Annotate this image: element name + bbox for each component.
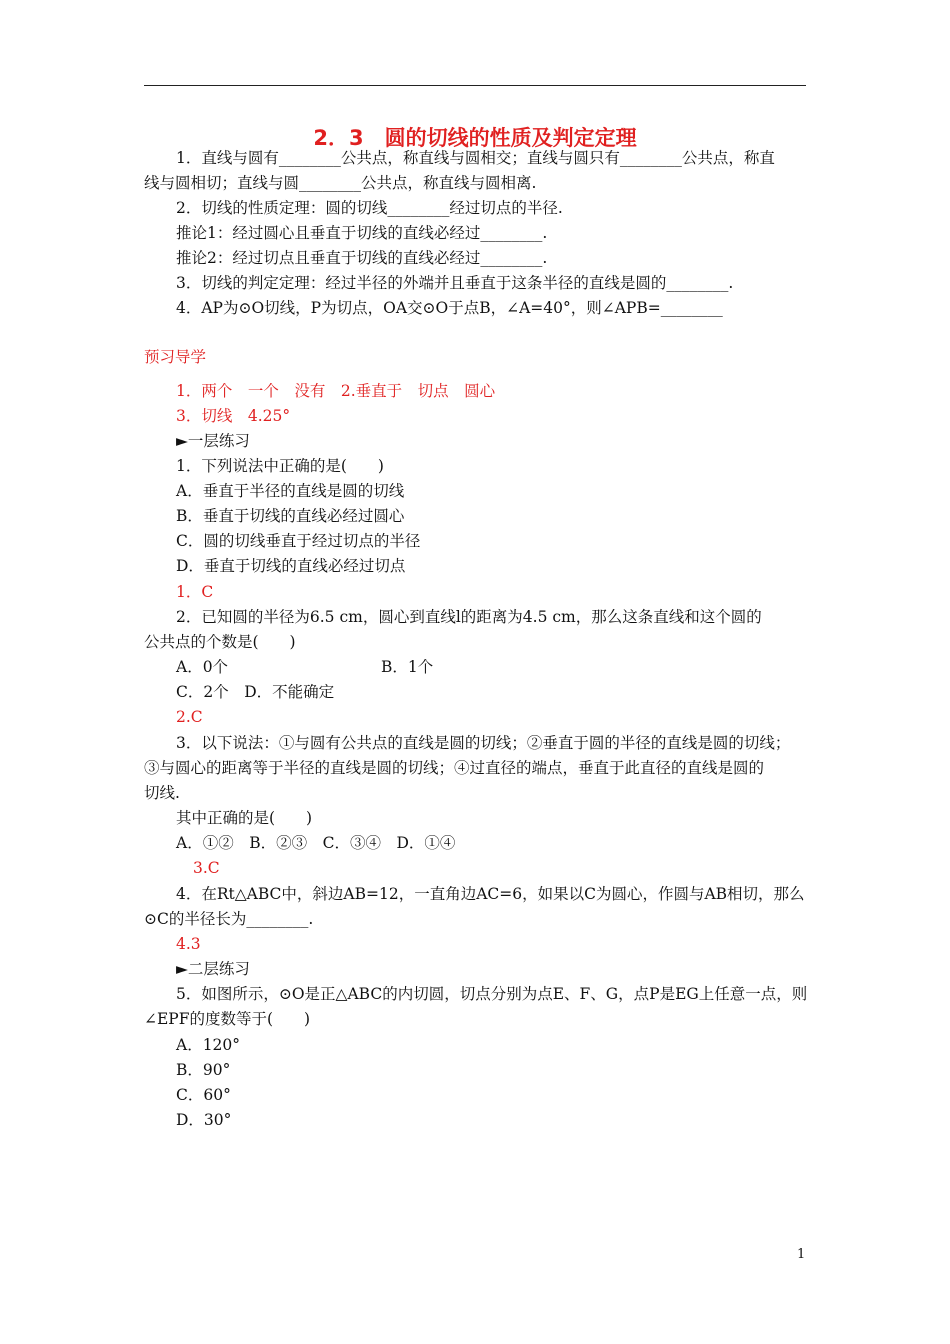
intro-line: 4．AP为⊙O切线，P为切点，OA交⊙O于点B，∠A=40°，则∠APB=________ (176, 299, 723, 317)
q3-stem: ③与圆心的距离等于半径的直线是圆的切线；④过直径的端点，垂直于此直径的直线是圆的 (144, 759, 765, 777)
q5-option: C．60° (176, 1086, 231, 1104)
q3-sub: 其中正确的是( ) (176, 809, 313, 827)
q1-answer: 1．C (176, 583, 214, 601)
page-title: 2．3 圆的切线的性质及判定定理 (313, 126, 637, 150)
header-rule (144, 85, 806, 86)
q1-stem: 1．下列说法中正确的是( ) (176, 457, 384, 475)
preview-heading: 预习导学 (144, 348, 207, 366)
level2-heading: ►二层练习 (176, 960, 250, 978)
q3-answer: 3.C (193, 859, 220, 877)
intro-line: 推论1：经过圆心且垂直于切线的直线必经过________. (176, 224, 548, 242)
q2-answer: 2.C (176, 708, 203, 726)
preview-answer: 1．两个 一个 没有 2.垂直于 切点 圆心 (176, 382, 496, 400)
q1-option: B．垂直于切线的直线必经过圆心 (176, 507, 405, 525)
q2-option-cd: C．2个 D．不能确定 (176, 683, 335, 701)
q5-stem: ∠EPF的度数等于( ) (144, 1010, 311, 1028)
q2-option-a: A．0个 (176, 658, 229, 676)
intro-line: 2．切线的性质定理：圆的切线________经过切点的半径. (176, 199, 563, 217)
q3-stem: 切线. (144, 784, 180, 802)
q3-options: A．①② B．②③ C．③④ D．①④ (176, 834, 456, 852)
q2-option-b: B．1个 (381, 658, 434, 676)
q4-stem: ⊙C的半径长为________. (144, 910, 314, 928)
q1-option: A．垂直于半径的直线是圆的切线 (176, 482, 405, 500)
q2-stem: 公共点的个数是( ) (144, 633, 296, 651)
q5-option: A．120° (176, 1036, 241, 1054)
q5-option: B．90° (176, 1061, 231, 1079)
q4-answer: 4.3 (176, 935, 201, 953)
level1-heading: ►一层练习 (176, 432, 250, 450)
preview-answer: 3．切线 4.25° (176, 407, 291, 425)
q5-option: D．30° (176, 1111, 232, 1129)
page-number: 1 (797, 1247, 806, 1262)
intro-line: 3．切线的判定定理：经过半径的外端并且垂直于这条半径的直线是圆的________. (176, 274, 734, 292)
q4-stem: 4．在Rt△ABC中，斜边AB=12，一直角边AC=6，如果以C为圆心，作圆与AB相切，那么 (176, 885, 805, 903)
q3-stem: 3．以下说法：①与圆有公共点的直线是圆的切线；②垂直于圆的半径的直线是圆的切线； (176, 734, 791, 752)
intro-line: 1．直线与圆有________公共点，称直线与圆相交；直线与圆只有________公共点，称直 (176, 149, 775, 167)
intro-line: 线与圆相切；直线与圆________公共点，称直线与圆相离. (144, 174, 537, 192)
q1-option: D．垂直于切线的直线必经过切点 (176, 557, 406, 575)
q2-stem: 2．已知圆的半径为6.5 cm，圆心到直线l的距离为4.5 cm，那么这条直线和这个圆的 (176, 608, 762, 626)
q5-stem: 5．如图所示，⊙O是正△ABC的内切圆，切点分别为点E、F、G，点P是EG上任意一点，则 (176, 985, 808, 1003)
intro-line: 推论2：经过切点且垂直于切线的直线必经过________. (176, 249, 548, 267)
q1-option: C．圆的切线垂直于经过切点的半径 (176, 532, 421, 550)
